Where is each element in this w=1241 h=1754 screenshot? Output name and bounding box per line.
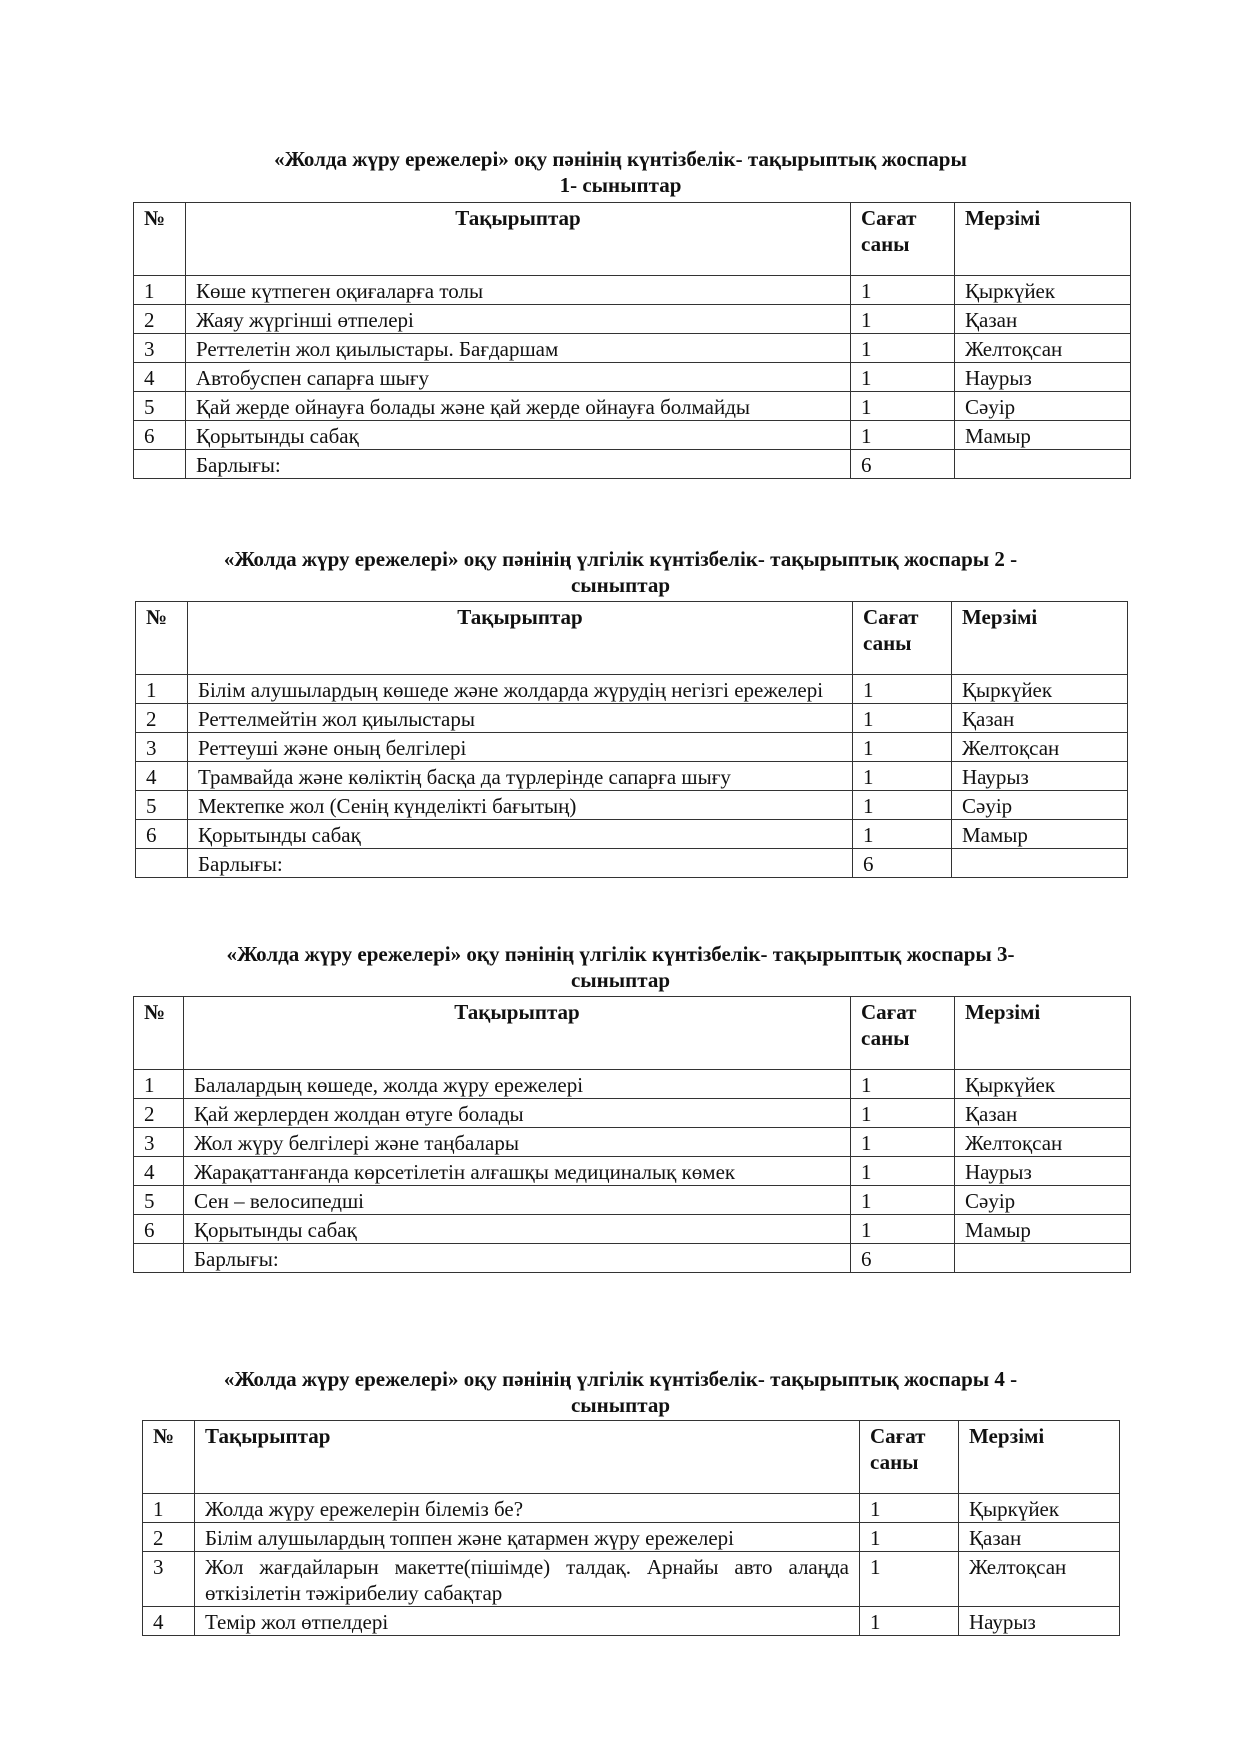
table-row [134, 305, 1131, 334]
row-number: 3 [136, 733, 188, 762]
header-term: Мерзімі [955, 997, 1131, 1070]
row-hours: 1 [851, 1128, 955, 1157]
table-row [134, 421, 1131, 450]
plan-table-grade-3 [133, 996, 1131, 1273]
table-row [134, 1070, 1131, 1099]
row-hours: 1 [851, 305, 955, 334]
row-hours: 1 [860, 1552, 959, 1607]
row-number: 4 [136, 762, 188, 791]
row-term: Қазан [952, 704, 1128, 733]
row-hours: 1 [860, 1607, 959, 1636]
header-term: Мерзімі [959, 1421, 1120, 1494]
row-hours: 1 [860, 1494, 959, 1523]
table-row [134, 334, 1131, 363]
row-term: Мамыр [955, 421, 1131, 450]
table-header-row [143, 1421, 1120, 1494]
row-term: Наурыз [959, 1607, 1120, 1636]
row-term: Қазан [959, 1523, 1120, 1552]
row-number: 6 [134, 421, 186, 450]
row-number: 3 [134, 334, 186, 363]
row-term: Қыркүйек [955, 1070, 1131, 1099]
header-number: № [134, 203, 186, 276]
total-term-cell [955, 450, 1131, 479]
row-term: Қазан [955, 1099, 1131, 1128]
section-1-title-line2: 1- сыныптар [559, 173, 682, 197]
section-4-title [0, 1366, 1241, 1418]
row-topic: Қай жерде ойнауға болады және қай жерде ойнауға болмайды [186, 392, 851, 421]
header-number: № [143, 1421, 195, 1494]
row-hours: 1 [853, 791, 952, 820]
table-row [134, 363, 1131, 392]
section-1-title-line1: «Жолда жүру ережелері» оқу пәнінің күнтізбелік- тақырыптық жоспары [274, 147, 967, 171]
table-row [134, 276, 1131, 305]
header-term: Мерзімі [952, 602, 1128, 675]
row-number: 1 [134, 276, 186, 305]
row-number: 2 [136, 704, 188, 733]
total-hours: 6 [853, 849, 952, 878]
section-2-title-line2: сыныптар [570, 573, 671, 597]
row-hours: 1 [851, 363, 955, 392]
row-term: Қазан [955, 305, 1131, 334]
plan-table-grade-1 [133, 202, 1131, 479]
row-term: Қыркүйек [959, 1494, 1120, 1523]
table-header-row [136, 602, 1128, 675]
row-hours: 1 [851, 421, 955, 450]
row-number: 3 [134, 1128, 184, 1157]
row-term: Сәуір [955, 392, 1131, 421]
row-topic: Қорытынды сабақ [186, 421, 851, 450]
total-label: Барлығы: [186, 450, 851, 479]
row-term: Наурыз [955, 1157, 1131, 1186]
section-1-title [0, 146, 1241, 198]
row-hours: 1 [853, 675, 952, 704]
row-topic: Реттеуші және оның белгілері [188, 733, 853, 762]
row-topic: Жол жүру белгілері және таңбалары [184, 1128, 851, 1157]
table-row [134, 1157, 1131, 1186]
total-number-cell [134, 450, 186, 479]
table-total-row [134, 450, 1131, 479]
row-term: Желтоқсан [952, 733, 1128, 762]
row-topic: Реттелмейтін жол қиылыстары [188, 704, 853, 733]
row-number: 5 [134, 392, 186, 421]
row-number: 4 [134, 1157, 184, 1186]
plan-table-grade-4 [142, 1420, 1120, 1636]
table-row [143, 1552, 1120, 1607]
header-number: № [136, 602, 188, 675]
table-row [136, 675, 1128, 704]
section-3-title [0, 941, 1241, 993]
table-total-row [134, 1244, 1131, 1273]
total-number-cell [136, 849, 188, 878]
row-number: 3 [143, 1552, 195, 1607]
row-topic: Жолда жүру ережелерін білеміз бе? [195, 1494, 860, 1523]
row-topic: Жаяу жүргінші өтпелері [186, 305, 851, 334]
table-row [136, 704, 1128, 733]
total-term-cell [952, 849, 1128, 878]
row-hours: 1 [853, 820, 952, 849]
table-total-row [136, 849, 1128, 878]
row-topic: Қорытынды сабақ [188, 820, 853, 849]
total-term-cell [955, 1244, 1131, 1273]
section-4-title-line2: сыныптар [570, 1393, 671, 1417]
header-number: № [134, 997, 184, 1070]
table-row [143, 1494, 1120, 1523]
row-topic: Білім алушылардың көшеде және жолдарда жүрудің негізгі ережелері [188, 675, 853, 704]
section-3-title-line2: сыныптар [570, 968, 671, 992]
table-row [143, 1523, 1120, 1552]
total-number-cell [134, 1244, 184, 1273]
row-number: 6 [134, 1215, 184, 1244]
row-term: Қыркүйек [952, 675, 1128, 704]
row-hours: 1 [851, 276, 955, 305]
header-topics: Тақырыптар [195, 1421, 860, 1494]
section-3-title-line1: «Жолда жүру ережелері» оқу пәнінің үлгілік күнтізбелік- тақырыптық жоспары 3- [226, 942, 1015, 966]
row-number: 2 [134, 1099, 184, 1128]
section-4-title-line1: «Жолда жүру ережелері» оқу пәнінің үлгілік күнтізбелік- тақырыптық жоспары 4 - [223, 1367, 1018, 1391]
table-row [134, 1128, 1131, 1157]
section-2-title-line1: «Жолда жүру ережелері» оқу пәнінің үлгілік күнтізбелік- тақырыптық жоспары 2 - [223, 547, 1018, 571]
row-hours: 1 [851, 1070, 955, 1099]
row-number: 5 [134, 1186, 184, 1215]
header-topics: Тақырыптар [184, 997, 851, 1070]
table-row [134, 392, 1131, 421]
table-row [136, 733, 1128, 762]
row-hours: 1 [851, 392, 955, 421]
table-row [136, 820, 1128, 849]
row-hours: 1 [853, 733, 952, 762]
row-hours: 1 [851, 1186, 955, 1215]
row-term: Сәуір [952, 791, 1128, 820]
header-hours: Сағат саны [853, 602, 952, 675]
header-hours: Сағат саны [851, 203, 955, 276]
row-topic: Автобуспен сапарға шығу [186, 363, 851, 392]
row-topic: Қай жерлерден жолдан өтуге болады [184, 1099, 851, 1128]
table-row [143, 1607, 1120, 1636]
row-term: Қыркүйек [955, 276, 1131, 305]
row-hours: 1 [853, 704, 952, 733]
row-number: 2 [143, 1523, 195, 1552]
row-number: 4 [134, 363, 186, 392]
total-label: Барлығы: [184, 1244, 851, 1273]
row-hours: 1 [851, 1157, 955, 1186]
table-row [134, 1099, 1131, 1128]
row-topic: Трамвайда және көліктің басқа да түрлерінде сапарға шығу [188, 762, 853, 791]
row-topic: Білім алушылардың топпен және қатармен жүру ережелері [195, 1523, 860, 1552]
row-term: Желтоқсан [955, 1128, 1131, 1157]
header-topics: Тақырыптар [188, 602, 853, 675]
row-topic: Сен – велосипедші [184, 1186, 851, 1215]
row-number: 6 [136, 820, 188, 849]
row-term: Желтоқсан [955, 334, 1131, 363]
header-topics: Тақырыптар [186, 203, 851, 276]
row-topic: Реттелетін жол қиылыстары. Бағдаршам [186, 334, 851, 363]
row-hours: 1 [860, 1523, 959, 1552]
section-2-title [0, 546, 1241, 598]
table-header-row [134, 997, 1131, 1070]
row-topic: Мектепке жол (Сенің күнделікті бағытың) [188, 791, 853, 820]
row-number: 1 [143, 1494, 195, 1523]
row-topic: Қорытынды сабақ [184, 1215, 851, 1244]
total-label: Барлығы: [188, 849, 853, 878]
row-topic: Темір жол өтпелдері [195, 1607, 860, 1636]
row-term: Желтоқсан [959, 1552, 1120, 1607]
row-term: Наурыз [955, 363, 1131, 392]
row-topic: Жол жағдайларын макетте(пішімде) талдақ. Арнайы авто алаңда өткізілетін тәжірибелиу сабақтар [195, 1552, 860, 1607]
row-topic: Жарақаттанғанда көрсетілетін алғашқы медициналық көмек [184, 1157, 851, 1186]
row-number: 1 [136, 675, 188, 704]
total-hours: 6 [851, 450, 955, 479]
row-term: Наурыз [952, 762, 1128, 791]
total-hours: 6 [851, 1244, 955, 1273]
table-header-row [134, 203, 1131, 276]
row-number: 5 [136, 791, 188, 820]
row-number: 4 [143, 1607, 195, 1636]
plan-table-grade-2 [135, 601, 1128, 878]
header-hours: Сағат саны [851, 997, 955, 1070]
row-term: Сәуір [955, 1186, 1131, 1215]
header-term: Мерзімі [955, 203, 1131, 276]
row-number: 1 [134, 1070, 184, 1099]
row-hours: 1 [851, 334, 955, 363]
table-row [136, 762, 1128, 791]
row-hours: 1 [851, 1099, 955, 1128]
row-hours: 1 [851, 1215, 955, 1244]
header-hours: Сағат саны [860, 1421, 959, 1494]
row-number: 2 [134, 305, 186, 334]
table-row [134, 1215, 1131, 1244]
row-topic: Көше күтпеген оқиғаларға толы [186, 276, 851, 305]
row-topic: Балалардың көшеде, жолда жүру ережелері [184, 1070, 851, 1099]
table-row [136, 791, 1128, 820]
row-term: Мамыр [955, 1215, 1131, 1244]
table-row [134, 1186, 1131, 1215]
row-hours: 1 [853, 762, 952, 791]
row-term: Мамыр [952, 820, 1128, 849]
